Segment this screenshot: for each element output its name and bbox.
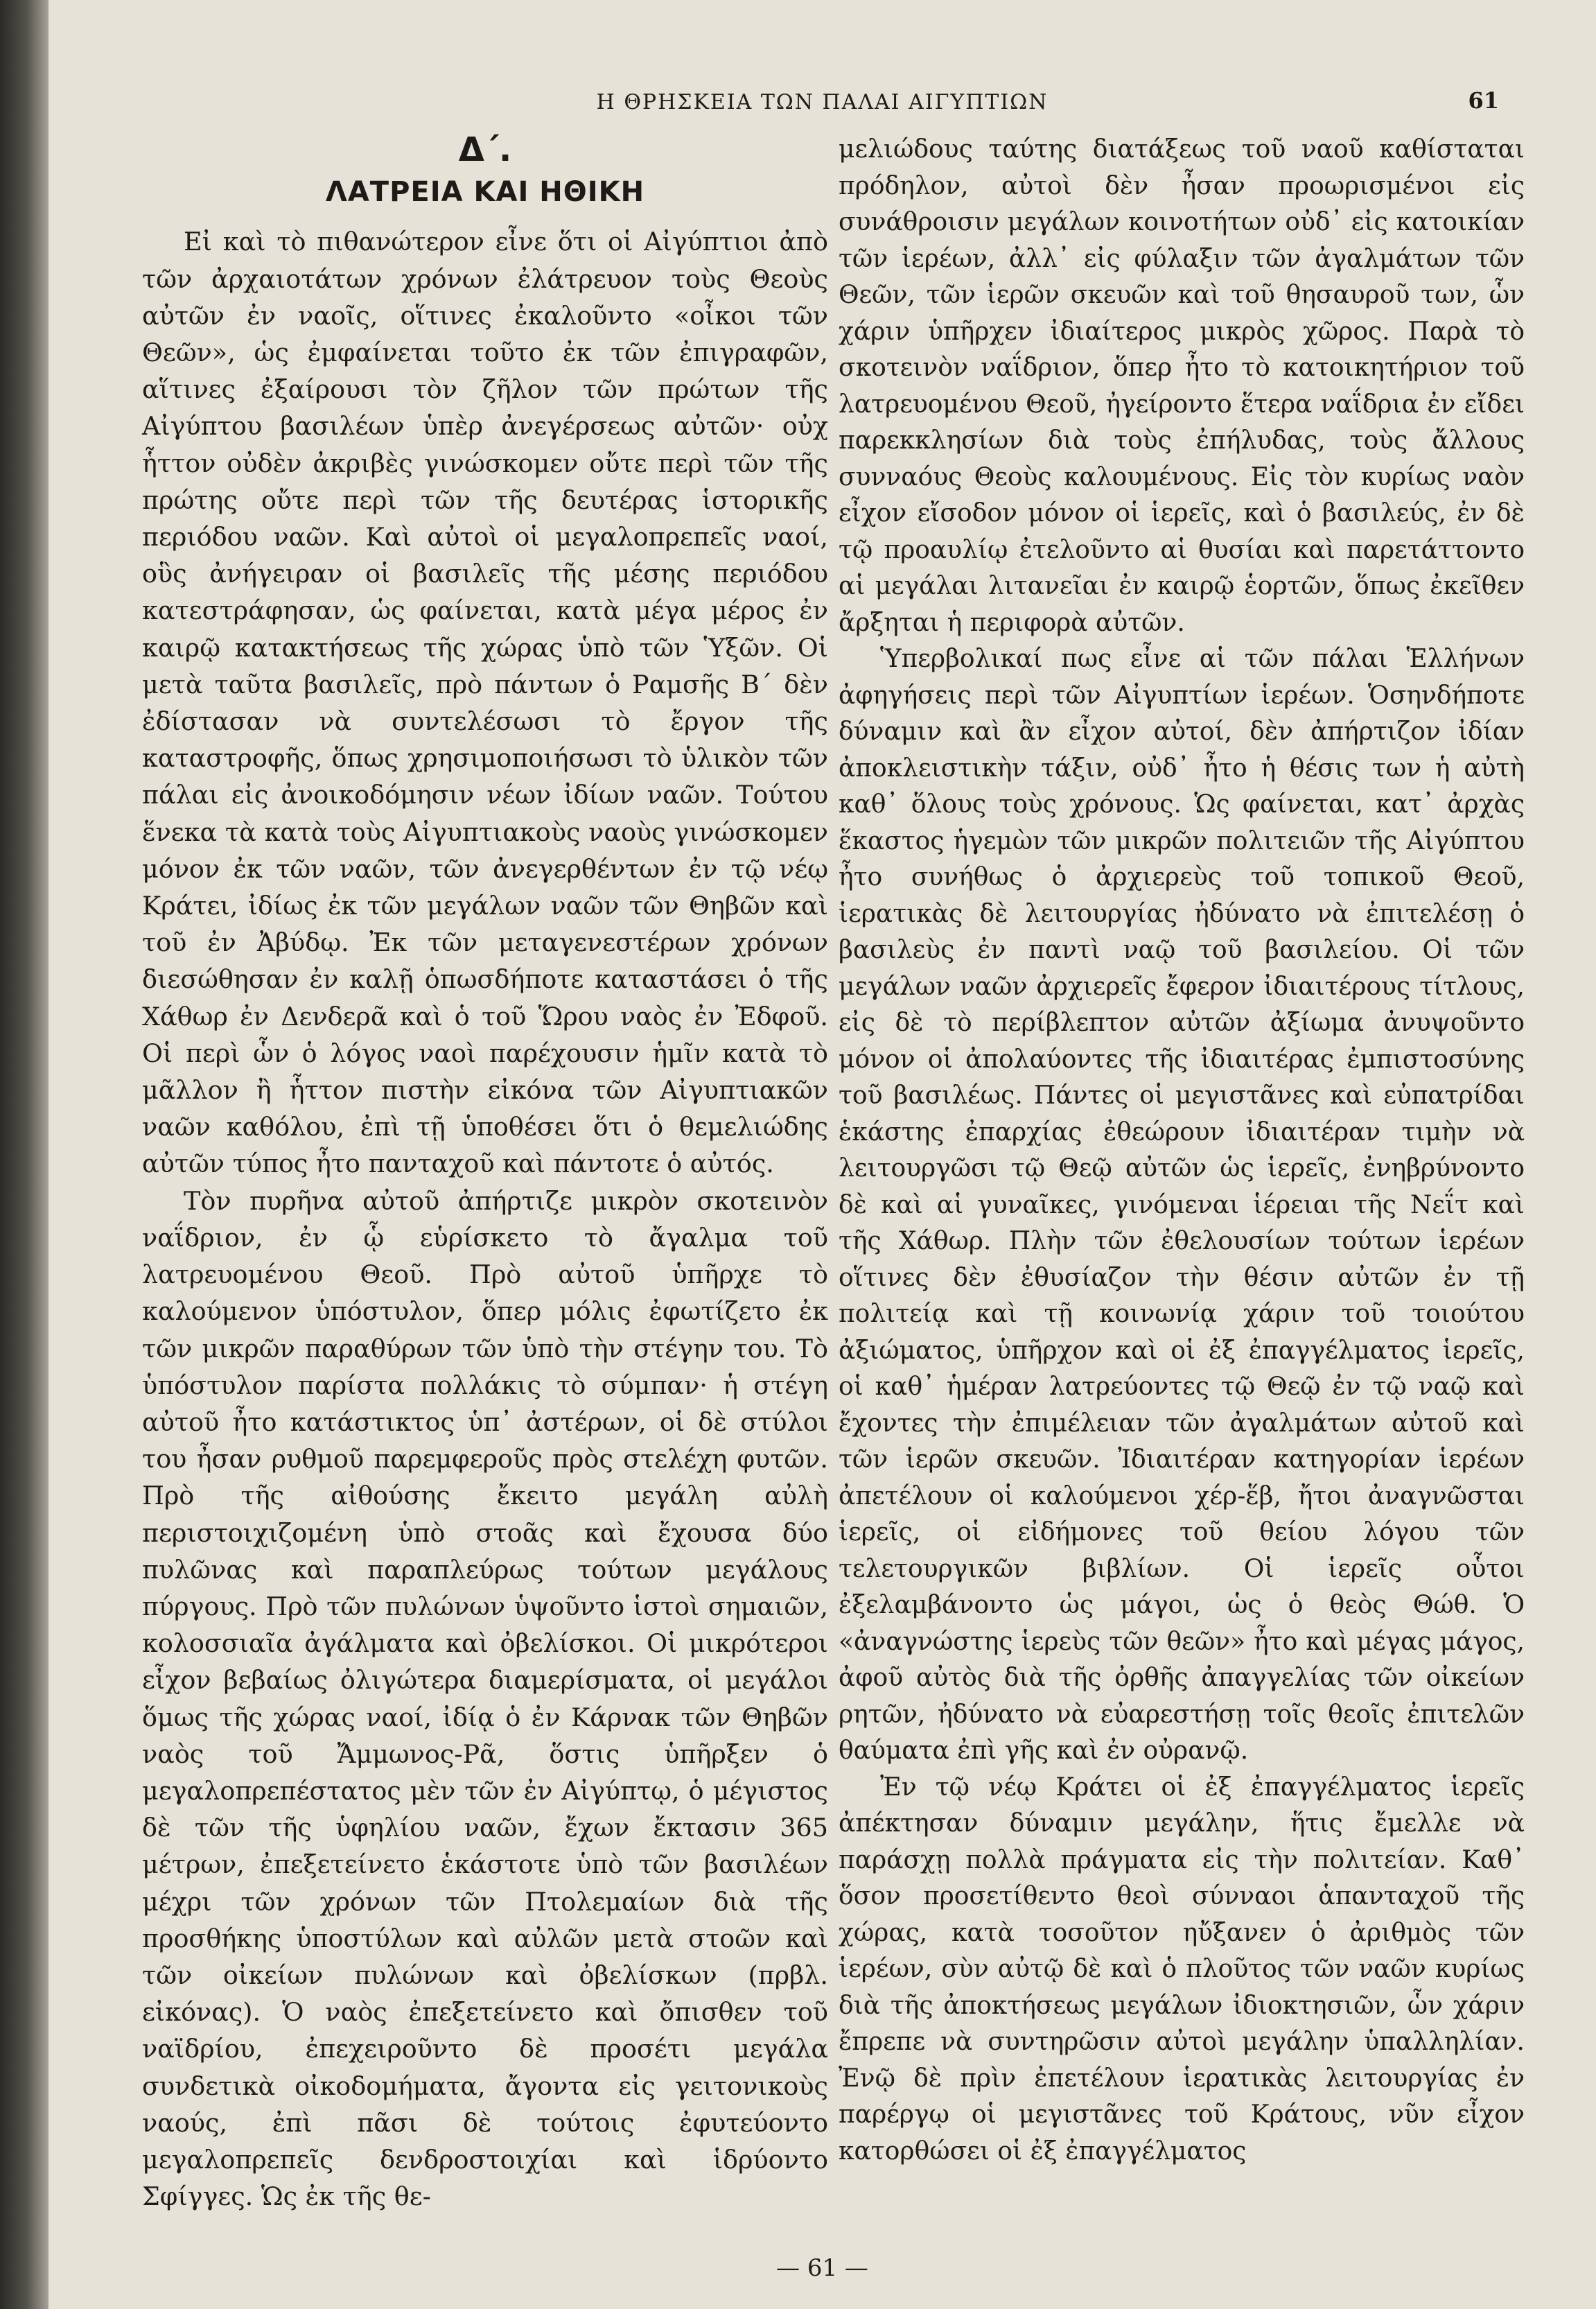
left-column — [142, 132, 828, 2215]
book-page — [49, 0, 1596, 2309]
page-number-bottom: — 61 — — [776, 2254, 868, 2282]
running-title: Η ΘΡΗΣΚΕΙΑ ΤΩΝ ΠΑΛΑΙ ΑΙΓΥΠΤΙΩΝ — [596, 90, 1049, 114]
page-number-top: 61 — [1468, 87, 1499, 114]
paragraph: Ἐν τῷ νέῳ Κράτει οἱ ἐξ ἐπαγγέλματος ἱερεῖς ἀπέκτησαν δύναμιν μεγάλην, ἥτις ἔμελλε νὰ παράσχῃ πολλὰ πράγματα εἰς τὴν πολιτείαν. Καθ᾿ ὅσον προσετίθεντο θεοὶ σύνναοι ἁπανταχοῦ τῆς χώρας, κατὰ τοσοῦτον ηὔξανεν ὁ ἀριθμὸς τῶν ἱερέων, σὺν αὐτῷ δὲ καὶ ὁ πλοῦτος τῶν ναῶν κυρίως διὰ τῆς ἀποκτήσεως μεγάλων ἰδιοκτησιῶν, ὧν χάριν ἔπρεπε νὰ συντηρῶσιν αὐτοὶ μεγάλην ὑπαλληλίαν. Ἐνῷ δὲ πρὶν ἐπετέλουν ἱερατικὰς λειτουργίας ἐν παρέργῳ οἱ μεγιστᾶνες τοῦ Κράτους, νῦν εἶχον κατορθώσει οἱ ἐξ ἐπαγγέλματος — [839, 1772, 1525, 2166]
paragraph-continued: μελιώδους ταύτης διατάξεως τοῦ ναοῦ καθίσταται πρόδηλον, αὐτοὶ δὲν ἦσαν προωρισμένοι εἰς συνάθροισιν μεγάλων κοινοτήτων οὐδ᾿ εἰς κατοικίαν τῶν ἱερέων, ἀλλ᾿ εἰς φύλαξιν τῶν ἀγαλμάτων τῶν Θεῶν, τῶν ἱερῶν σκευῶν καὶ τοῦ θησαυροῦ των, ὧν χάριν ὑπῆρχεν ἰδιαίτερος μικρὸς χῶρος. Παρὰ τὸ σκοτεινὸν ναΐδριον, ὅπερ ἦτο τὸ κατοικητήριον τοῦ λατρευομένου Θεοῦ, ἠγείροντο ἕτερα ναΐδρια ἐν εἴδει παρεκκλησίων διὰ τοὺς ἐπήλυδας, τοὺς ἄλλους συνναόυς Θεοὺς καλουμένους. Εἰς τὸν κυρίως ναὸν εἶχον εἴσοδον μόνον οἱ ἱερεῖς, καὶ ὁ βασιλεύς, ἐν δὲ τῷ προαυλίῳ ἐτελοῦντο αἱ θυσίαι καὶ παρετάττοντο αἱ μεγάλαι λιτανεῖαι ἐν καιρῷ ἑορτῶν, ὅπως ἐκεῖθεν ἄρξηται ἡ περιφορὰ αὐτῶν. — [839, 135, 1525, 637]
section-title: ΛΑΤΡΕΙΑ ΚΑΙ ΗΘΙΚΗ — [325, 176, 645, 209]
right-column — [839, 132, 1525, 2170]
paragraph: Εἰ καὶ τὸ πιθανώτερον εἶνε ὅτι οἱ Αἰγύπτιοι ἀπὸ τῶν ἀρχαιοτάτων χρόνων ἐλάτρευον τοὺς Θεοὺς αὐτῶν ἐν ναοῖς, οἵτινες ἐκαλοῦντο «οἶκοι τῶν Θεῶν», ὡς ἐμφαίνεται τοῦτο ἐκ τῶν ἐπιγραφῶν, αἵτινες ἐξαίρουσι τὸν ζῆλον τῶν πρώτων τῆς Αἰγύπτου βασιλέων ὑπὲρ ἀνεγέρσεως αὐτῶν· οὐχ ἧττον οὐδὲν ἀκριβὲς γινώσκομεν οὔτε περὶ τῶν τῆς πρώτης οὔτε περὶ τῶν τῆς δευτέρας ἱστορικῆς περιόδου ναῶν. Καὶ αὐτοὶ οἱ μεγαλοπρεπεῖς ναοί, οὓς ἀνήγειραν οἱ βασιλεῖς τῆς μέσης περιόδου κατεστράφησαν, ὡς φαίνεται, κατὰ μέγα μέρος ἐν καιρῷ κατακτήσεως τῆς χώρας ὑπὸ τῶν Ὑξῶν. Οἱ μετὰ ταῦτα βασιλεῖς, πρὸ πάντων ὁ Ραμσῆς Β΄ δὲν ἐδίστασαν νὰ συντελέσωσι τὸ ἔργον τῆς καταστροφῆς, ὅπως χρησιμοποιήσωσι τὸ ὑλικὸν τῶν πάλαι εἰς ἀνοικοδόμησιν νέων ἰδίων ναῶν. Τούτου ἕνεκα τὰ κατὰ τοὺς Αἰγυπτιακοὺς ναοὺς γινώσκομεν μόνον ἐκ τῶν ναῶν, τῶν ἀνεγερθέντων ἐν τῷ νέῳ Κράτει, ἰδίως ἐκ τῶν μεγάλων ναῶν τῶν Θηβῶν καὶ τοῦ ἐν Ἀβύδῳ. Ἐκ τῶν μεταγενεστέρων χρόνων διεσώθησαν ἐν καλῇ ὁπωσδήποτε καταστάσει ὁ τῆς Χάθωρ ἐν Δενδερᾶ καὶ ὁ τοῦ Ὥρου ναὸς ἐν Ἐδφοῦ. Οἱ περὶ ὧν ὁ λόγος ναοὶ παρέχουσιν ἡμῖν κατὰ τὸ μᾶλλον ἢ ἧττον πιστὴν εἰκόνα τῶν Αἰγυπτιακῶν ναῶν καθόλου, ἐπὶ τῇ ὑποθέσει ὅτι ὁ θεμελιώδης αὐτῶν τύπος ἦτο πανταχοῦ καὶ πάντοτε ὁ αὐτός. — [142, 227, 828, 1179]
paragraph: Τὸν πυρῆνα αὐτοῦ ἀπήρτιζε μικρὸν σκοτεινὸν ναΐδριον, ἐν ᾧ εὑρίσκετο τὸ ἄγαλμα τοῦ λατρευομένου Θεοῦ. Πρὸ αὐτοῦ ὑπῆρχε τὸ καλούμενον ὑπόστυλον, ὅπερ μόλις ἐφωτίζετο ἐκ τῶν μικρῶν παραθύρων τῶν ὑπὸ τὴν στέγην του. Τὸ ὑπόστυλον παρίστα πολλάκις τὸ σύμπαν· ἡ στέγη αὐτοῦ ἦτο κατάστικτος ὑπ᾿ ἀστέρων, οἱ δὲ στύλοι του ἦσαν ρυθμοῦ παρεμφεροῦς πρὸς στελέχη φυτῶν. Πρὸ τῆς αἰθούσης ἔκειτο μεγάλη αὐλὴ περιστοιχιζομένη ὑπὸ στοᾶς καὶ ἔχουσα δύο πυλῶνας καὶ παραπλεύρως τούτων μεγάλους πύργους. Πρὸ τῶν πυλώνων ὑψοῦντο ἱστοὶ σημαιῶν, κολοσσιαῖα ἀγάλματα καὶ ὀβελίσκοι. Οἱ μικρότεροι εἶχον βεβαίως ὀλιγώτερα διαμερίσματα, οἱ μεγάλοι ὅμως τῆς χώρας ναοί, ἰδίᾳ ὁ ἐν Κάρνακ τῶν Θηβῶν ναὸς τοῦ Ἄμμωνος-Ρᾶ, ὅστις ὑπῆρξεν ὁ μεγαλοπρεπέστατος μὲν τῶν ἐν Αἰγύπτῳ, ὁ μέγιστος δὲ τῶν τῆς ὑφηλίου ναῶν, ἔχων ἔκτασιν 365 μέτρων, ἐπεξετείνετο ἑκάστοτε ὑπὸ τῶν βασιλέων μέχρι τῶν χρόνων τῶν Πτολεμαίων διὰ τῆς προσθήκης ὑποστύλων καὶ αὐλῶν μετὰ στοῶν καὶ τῶν οἰκείων πυλώνων καὶ ὀβελίσκων (πρβλ. εἰκόνας). Ὁ ναὸς ἐπεξετείνετο καὶ ὄπισθεν τοῦ ναϊδρίου, ἐπεχειροῦντο δὲ προσέτι μεγάλα συνδετικὰ οἰκοδομήματα, ἄγοντα εἰς γειτονικοὺς ναούς, ἐπὶ πᾶσι δὲ τούτοις ἐφυτεύοντο μεγαλοπρεπεῖς δενδροστοιχίαι καὶ ἱδρύοντο Σφίγγες. Ὡς ἐκ τῆς θε- — [142, 1185, 828, 2212]
section-letter: Δ΄. — [458, 130, 512, 169]
book-spine-shadow — [0, 0, 49, 2309]
paragraph: Ὑπερβολικαί πως εἶνε αἱ τῶν πάλαι Ἑλλήνων ἀφηγήσεις περὶ τῶν Αἰγυπτίων ἱερέων. Ὁσηνδήποτε δύναμιν καὶ ἂν εἶχον αὐτοί, δὲν ἀπήρτιζον ἰδίαν ἀποκλειστικὴν τάξιν, οὐδ᾿ ἦτο ἡ θέσις των ἡ αὐτὴ καθ᾿ ὅλους τοὺς χρόνους. Ὡς φαίνεται, κατ᾿ ἀρχὰς ἕκαστος ἡγεμὼν τῶν μικρῶν πολιτειῶν τῆς Αἰγύπτου ἦτο συνήθως ὁ ἀρχιερεὺς τοῦ τοπικοῦ Θεοῦ, ἱερατικὰς δὲ λειτουργίας ἠδύνατο νὰ ἐπιτελέσῃ ὁ βασιλεὺς ἐν παντὶ ναῷ τοῦ βασιλείου. Οἱ τῶν μεγάλων ναῶν ἀρχιερεῖς ἔφερον ἰδιαιτέρους τίτλους, εἰς δὲ τὸ περίβλεπτον αὐτῶν ἀξίωμα ἀνυψοῦντο μόνον οἱ ἀπολαύοντες τῆς ἰδιαιτέρας ἐμπιστοσύνης τοῦ βασιλέως. Πάντες οἱ μεγιστᾶνες καὶ εὐπατρίδαι ἑκάστης ἐπαρχίας ἐθεώρουν ἰδιαιτέραν τιμὴν νὰ λειτουργῶσι τῷ Θεῷ αὐτῶν ὡς ἱερεῖς, ἐνηβρύνοντο δὲ καὶ αἱ γυναῖκες, γινόμεναι ἱέρειαι τῆς Νεΐτ καὶ τῆς Χάθωρ. Πλὴν τῶν ἐθελουσίων τούτων ἱερέων οἵτινες δὲν ἐθυσίαζον τὴν θέσιν αὐτῶν ἐν τῇ πολιτείᾳ καὶ τῇ κοινωνίᾳ χάριν τοῦ τοιούτου ἀξιώματος, ὑπῆρχον καὶ οἱ ἐξ ἐπαγγέλματος ἱερεῖς, οἱ καθ᾿ ἡμέραν λατρεύοντες τῷ Θεῷ ἐν τῷ ναῷ καὶ ἔχοντες τὴν ἐπιμέλειαν τῶν ἀγαλμάτων αὐτοῦ καὶ τῶν ἱερῶν σκευῶν. Ἰδιαιτέραν κατηγορίαν ἱερέων ἀπετέλουν οἱ καλούμενοι χέρ-ἕβ, ἤτοι ἀναγνῶσται ἱερεῖς, οἱ εἰδήμονες τοῦ θείου λόγου τῶν τελετουργικῶν βιβλίων. Οἱ ἱερεῖς οὗτοι ἐξελαμβάνοντο ὡς μάγοι, ὡς ὁ θεὸς Θώθ. Ὁ «ἀναγνώστης ἱερεὺς τῶν θεῶν» ἦτο καὶ μέγας μάγος, ἀφοῦ αὐτὸς διὰ τῆς ὀρθῆς ἀπαγγελίας τῶν οἰκείων ρητῶν, ἠδύνατο νὰ εὐαρεστήσῃ τοῖς θεοῖς ἐπιτελῶν θαύματα ἐπὶ γῆς καὶ ἐν οὐρανῷ. — [839, 645, 1525, 1765]
